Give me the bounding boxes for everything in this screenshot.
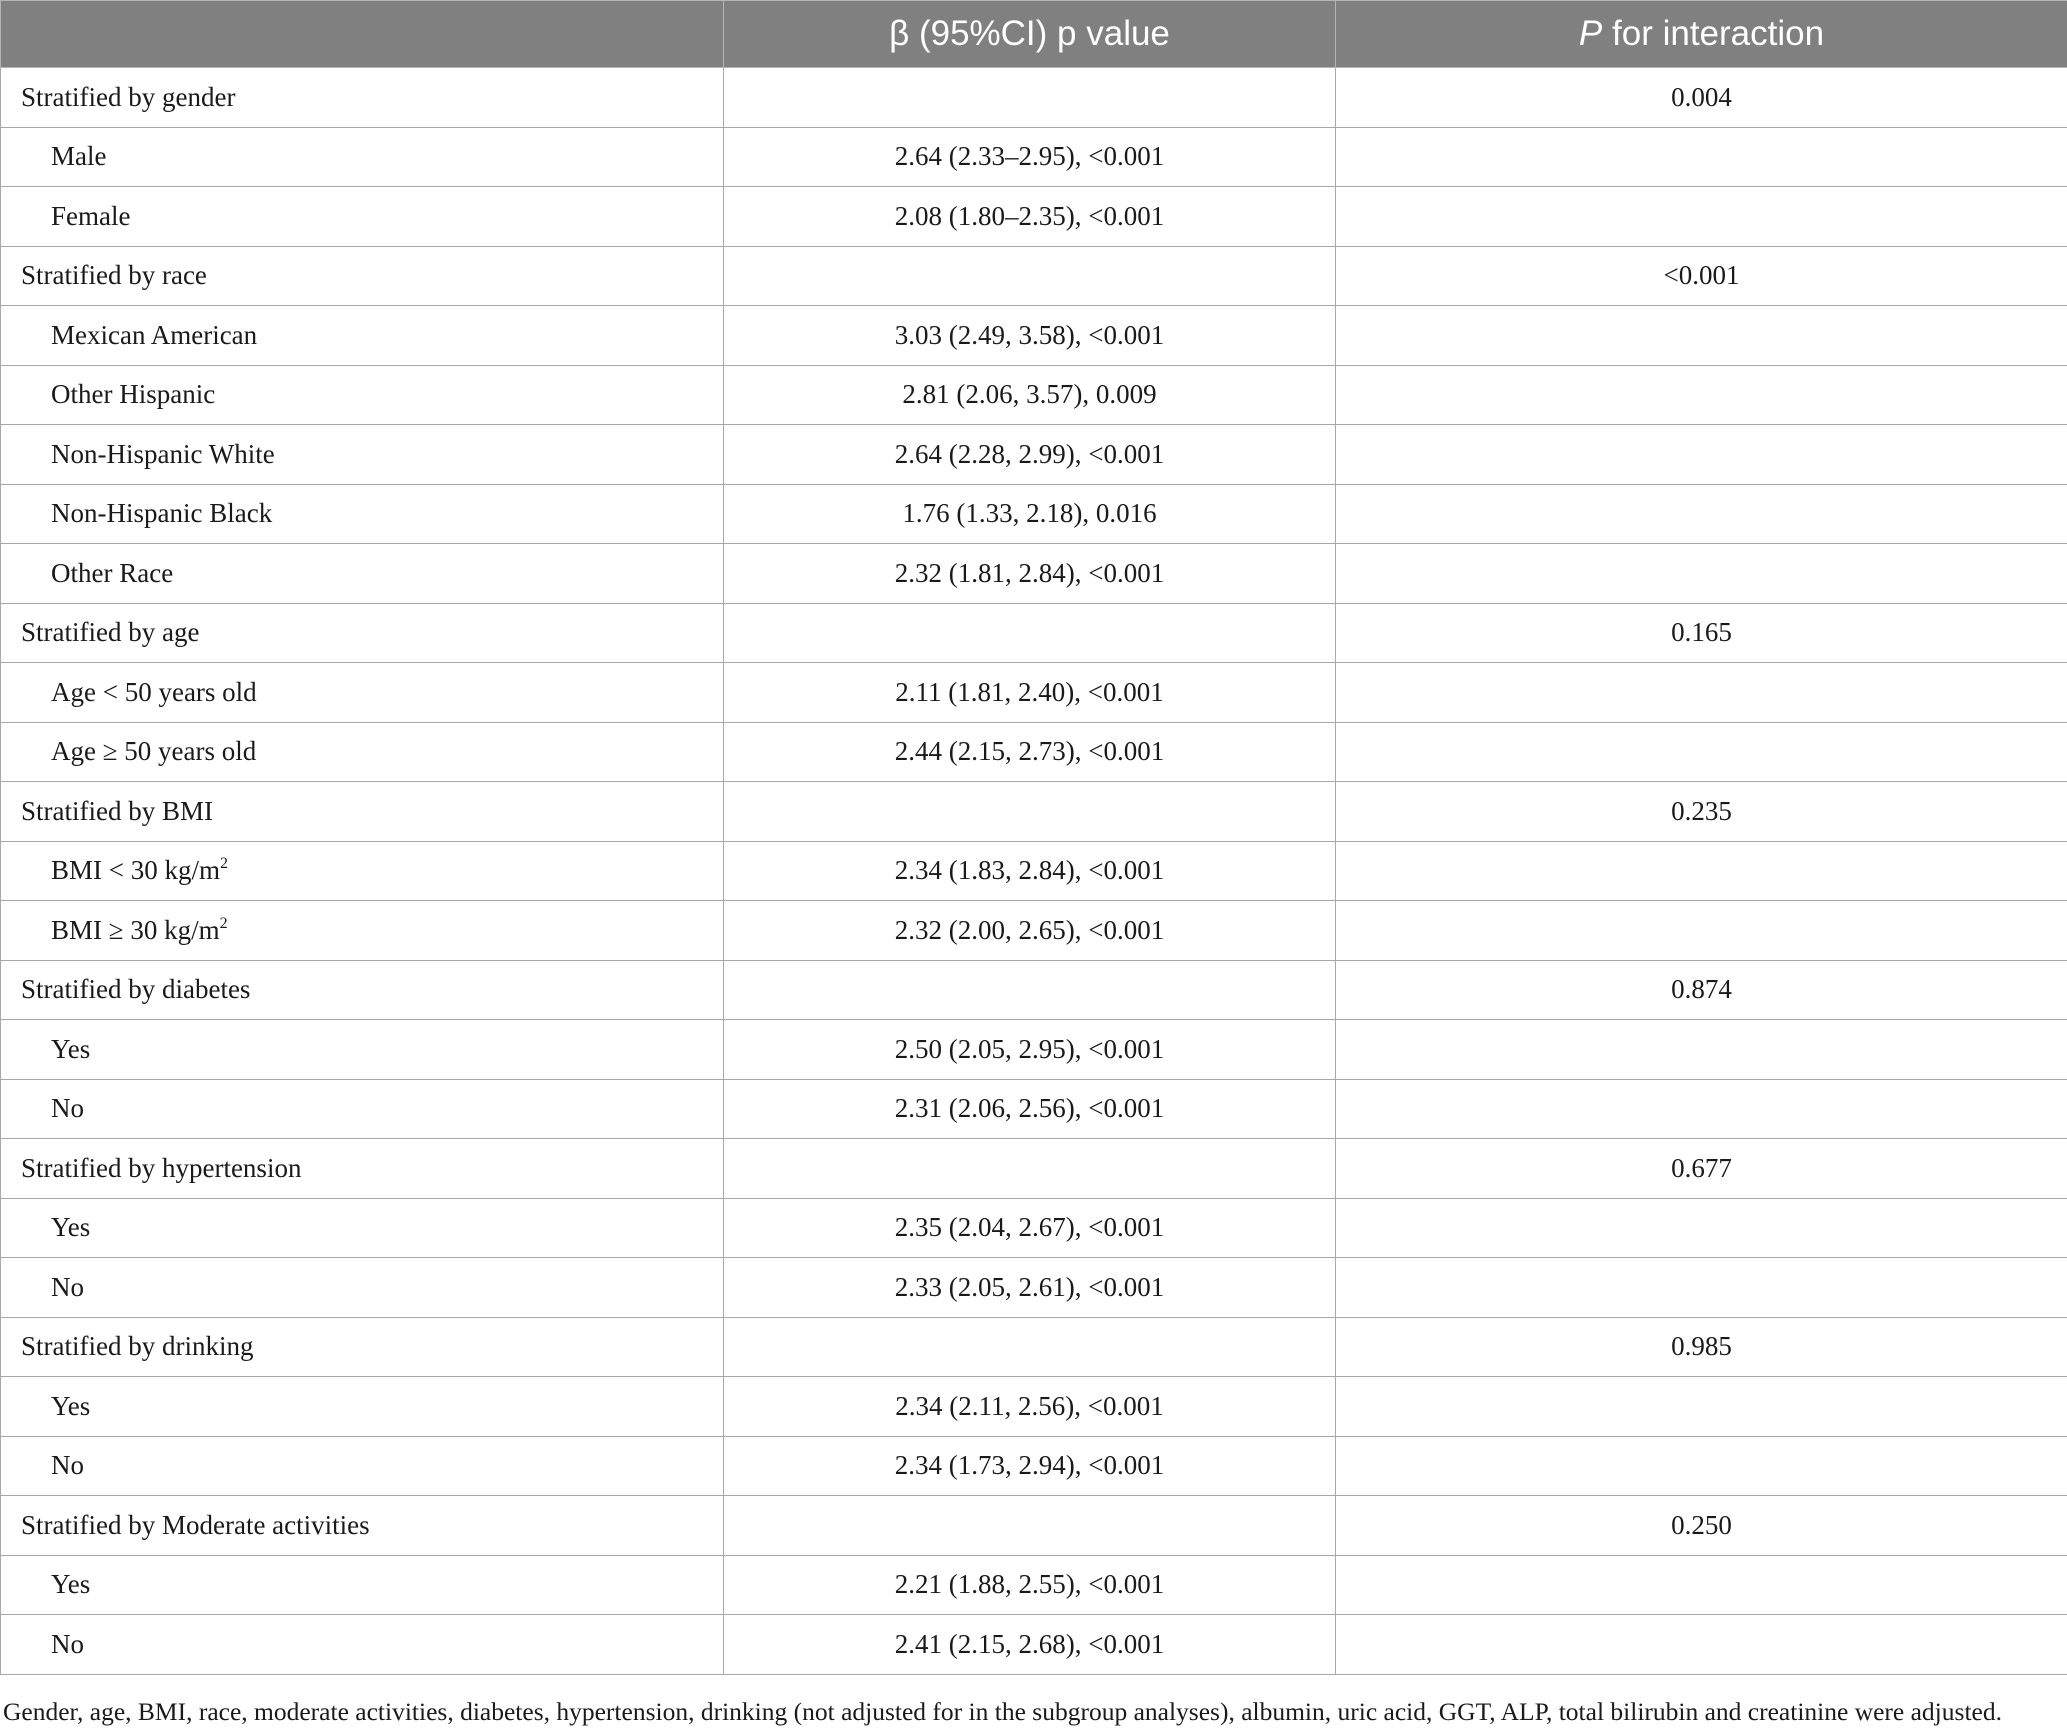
row-label-cell — [1, 1258, 724, 1318]
row-label-cell — [1, 960, 724, 1020]
header-p-interaction — [1336, 1, 2067, 68]
beta-ci-cell: 1.76 (1.33, 2.18), 0.016 — [724, 484, 1336, 544]
row-label: No — [51, 1450, 84, 1481]
row-label: Mexican American — [51, 319, 258, 350]
p-interaction-cell — [1336, 1198, 2067, 1258]
row-label-cell — [1, 306, 724, 366]
beta-ci-cell — [724, 246, 1336, 306]
row-label: Stratified by drinking — [21, 1331, 254, 1362]
row-label: Stratified by diabetes — [21, 974, 251, 1005]
row-label: Stratified by hypertension — [21, 1152, 302, 1183]
table-footnote: Gender, age, BMI, race, moderate activities, diabetes, hypertension, drinking (not adjusted for in the subgroup analyses), albumin, uric acid, GGT, ALP, total bilirubin and creatinine were adjusted. — [3, 1697, 2002, 1726]
beta-ci-cell: 2.11 (1.81, 2.40), <0.001 — [724, 663, 1336, 723]
row-label-cell — [1, 365, 724, 425]
row-label: No — [51, 1271, 84, 1302]
row-label: Stratified by age — [21, 617, 200, 648]
p-interaction-cell — [1336, 544, 2067, 604]
row-label-cell — [1, 1317, 724, 1377]
p-interaction-cell: 0.874 — [1336, 960, 2067, 1020]
row-label-cell — [1, 1079, 724, 1139]
p-interaction-cell — [1336, 1020, 2067, 1080]
p-interaction-cell — [1336, 1555, 2067, 1615]
p-interaction-cell — [1336, 722, 2067, 782]
p-interaction-cell — [1336, 841, 2067, 901]
row-label: Age < 50 years old — [51, 676, 257, 707]
row-label: Stratified by gender — [21, 81, 236, 112]
table-row — [1, 1377, 2067, 1437]
beta-ci-cell — [724, 1317, 1336, 1377]
header-p-italic: P — [1578, 14, 1603, 53]
row-label: Stratified by Moderate activities — [21, 1509, 370, 1540]
p-interaction-cell — [1336, 484, 2067, 544]
table-body — [1, 68, 2067, 1675]
row-label-cell — [1, 246, 724, 306]
beta-ci-cell: 2.44 (2.15, 2.73), <0.001 — [724, 722, 1336, 782]
row-label-cell — [1, 1198, 724, 1258]
table-row — [1, 1615, 2067, 1675]
row-label-cell — [1, 663, 724, 723]
beta-ci-cell — [724, 960, 1336, 1020]
group-row — [1, 1496, 2067, 1556]
p-interaction-cell: 0.985 — [1336, 1317, 2067, 1377]
beta-ci-cell — [724, 603, 1336, 663]
row-label-cell — [1, 1555, 724, 1615]
p-interaction-cell — [1336, 306, 2067, 366]
row-label-cell — [1, 544, 724, 604]
row-label-cell — [1, 1020, 724, 1080]
row-label-cell — [1, 603, 724, 663]
table-row — [1, 306, 2067, 366]
row-label: Age ≥ 50 years old — [51, 736, 257, 767]
row-label: Yes — [51, 1033, 91, 1064]
table-row — [1, 484, 2067, 544]
row-label-cell — [1, 841, 724, 901]
beta-ci-cell: 2.34 (1.83, 2.84), <0.001 — [724, 841, 1336, 901]
table-row — [1, 187, 2067, 247]
p-interaction-cell: 0.235 — [1336, 782, 2067, 842]
p-interaction-cell: 0.004 — [1336, 68, 2067, 128]
p-interaction-cell — [1336, 1258, 2067, 1318]
row-label: Yes — [51, 1569, 91, 1600]
p-interaction-cell: 0.165 — [1336, 603, 2067, 663]
beta-ci-cell — [724, 68, 1336, 128]
row-label: Non-Hispanic Black — [51, 498, 273, 529]
group-row — [1, 1317, 2067, 1377]
row-label-cell — [1, 187, 724, 247]
table-row — [1, 1436, 2067, 1496]
beta-ci-cell: 2.32 (2.00, 2.65), <0.001 — [724, 901, 1336, 961]
table-row — [1, 901, 2067, 961]
row-label-cell — [1, 1377, 724, 1437]
group-row — [1, 68, 2067, 128]
p-interaction-cell — [1336, 663, 2067, 723]
p-interaction-cell — [1336, 425, 2067, 485]
unit-superscript: 2 — [219, 914, 228, 932]
table-row — [1, 425, 2067, 485]
header-subgroup — [1, 1, 724, 68]
group-row — [1, 1139, 2067, 1199]
beta-ci-cell: 2.64 (2.28, 2.99), <0.001 — [724, 425, 1336, 485]
table-row — [1, 841, 2067, 901]
row-label: Female — [51, 200, 131, 231]
row-label-cell — [1, 484, 724, 544]
p-interaction-cell — [1336, 187, 2067, 247]
table-row — [1, 1555, 2067, 1615]
p-interaction-cell — [1336, 127, 2067, 187]
beta-ci-cell: 3.03 (2.49, 3.58), <0.001 — [724, 306, 1336, 366]
row-label-cell — [1, 901, 724, 961]
table-row — [1, 1020, 2067, 1080]
table-row — [1, 722, 2067, 782]
beta-ci-cell: 2.33 (2.05, 2.61), <0.001 — [724, 1258, 1336, 1318]
row-label: BMI ≥ 30 kg/m — [51, 914, 220, 945]
unit-superscript: 2 — [220, 855, 228, 873]
row-label: Yes — [51, 1390, 91, 1421]
row-label: BMI < 30 kg/m — [51, 855, 220, 886]
beta-ci-cell: 2.32 (1.81, 2.84), <0.001 — [724, 544, 1336, 604]
row-label-cell — [1, 1139, 724, 1199]
p-interaction-cell — [1336, 1615, 2067, 1675]
beta-ci-cell: 2.35 (2.04, 2.67), <0.001 — [724, 1198, 1336, 1258]
row-label: No — [51, 1628, 84, 1659]
row-label-cell — [1, 1436, 724, 1496]
group-row — [1, 782, 2067, 842]
table-row — [1, 544, 2067, 604]
beta-ci-cell: 2.81 (2.06, 3.57), 0.009 — [724, 365, 1336, 425]
p-interaction-cell — [1336, 1079, 2067, 1139]
beta-ci-cell — [724, 1496, 1336, 1556]
row-label-cell — [1, 782, 724, 842]
table-row — [1, 1198, 2067, 1258]
beta-ci-cell — [724, 782, 1336, 842]
row-label: Yes — [51, 1212, 91, 1243]
table-row — [1, 663, 2067, 723]
beta-ci-cell: 2.41 (2.15, 2.68), <0.001 — [724, 1615, 1336, 1675]
beta-ci-cell: 2.31 (2.06, 2.56), <0.001 — [724, 1079, 1336, 1139]
row-label: Stratified by BMI — [21, 795, 213, 826]
row-label-cell — [1, 1496, 724, 1556]
group-row — [1, 960, 2067, 1020]
row-label-cell — [1, 127, 724, 187]
table-row — [1, 127, 2067, 187]
row-label: Male — [51, 141, 107, 172]
table-header — [1, 1, 2067, 68]
p-interaction-cell — [1336, 1377, 2067, 1437]
row-label-cell — [1, 425, 724, 485]
row-label-cell — [1, 1615, 724, 1675]
row-label: Stratified by race — [21, 260, 207, 291]
row-label-cell — [1, 68, 724, 128]
header-row — [1, 1, 2067, 68]
row-label-cell — [1, 722, 724, 782]
beta-ci-cell: 2.08 (1.80–2.35), <0.001 — [724, 187, 1336, 247]
header-p-rest: for interaction — [1602, 14, 1825, 53]
table-row — [1, 1258, 2067, 1318]
p-interaction-cell — [1336, 901, 2067, 961]
p-interaction-cell — [1336, 365, 2067, 425]
p-interaction-cell — [1336, 1436, 2067, 1496]
row-label: Other Hispanic — [51, 379, 216, 410]
row-label: No — [51, 1093, 84, 1124]
header-beta: β (95%CI) p value — [724, 1, 1336, 68]
table-row — [1, 1079, 2067, 1139]
table-row — [1, 365, 2067, 425]
group-row — [1, 603, 2067, 663]
beta-ci-cell: 2.34 (1.73, 2.94), <0.001 — [724, 1436, 1336, 1496]
beta-ci-cell: 2.34 (2.11, 2.56), <0.001 — [724, 1377, 1336, 1437]
beta-ci-cell: 2.50 (2.05, 2.95), <0.001 — [724, 1020, 1336, 1080]
beta-ci-cell: 2.64 (2.33–2.95), <0.001 — [724, 127, 1336, 187]
beta-ci-cell: 2.21 (1.88, 2.55), <0.001 — [724, 1555, 1336, 1615]
p-interaction-cell: 0.250 — [1336, 1496, 2067, 1556]
row-label: Other Race — [51, 557, 174, 588]
p-interaction-cell: <0.001 — [1336, 246, 2067, 306]
p-interaction-cell: 0.677 — [1336, 1139, 2067, 1199]
row-label: Non-Hispanic White — [51, 438, 275, 469]
beta-ci-cell — [724, 1139, 1336, 1199]
group-row — [1, 246, 2067, 306]
